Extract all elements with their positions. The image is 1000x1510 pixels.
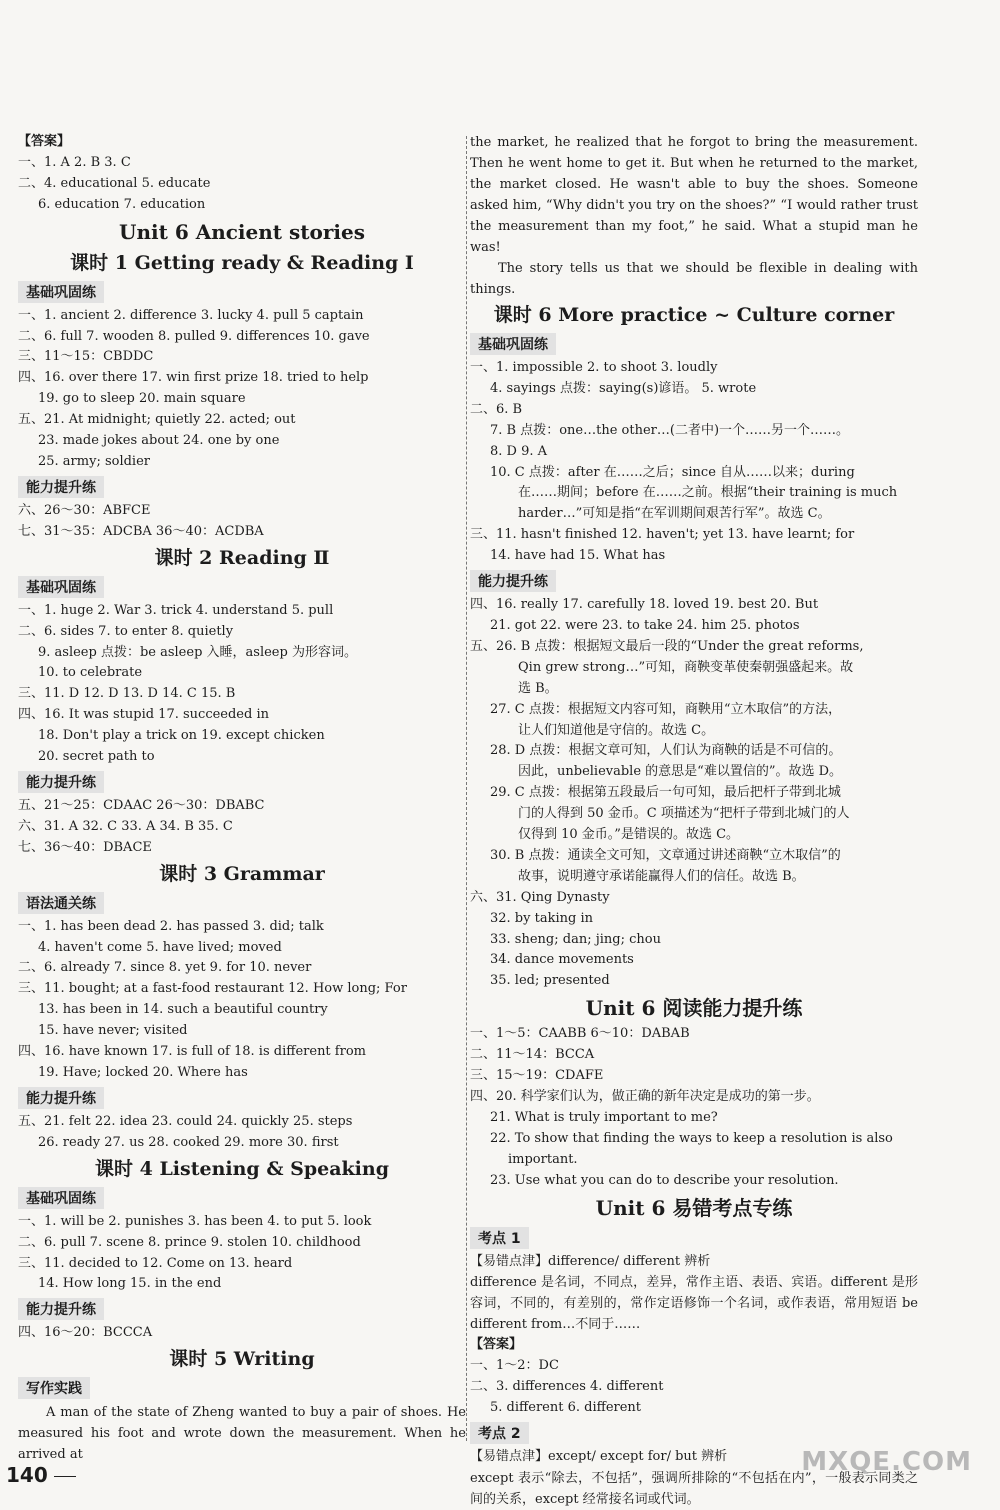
answer-line: 三、15～19：CDAFE [470, 1068, 604, 1084]
answer-line: 五、26. B 点拨：根据短文最后一段的“Under the great reforms, [470, 638, 864, 654]
section-label: 基础巩固练 [470, 333, 556, 355]
answer-line: 5. different 6. different [490, 1400, 642, 1416]
answer-line: 六、26～30：ABFCE [18, 502, 151, 518]
answer-line: 29. C 点拨：根据第五段最后一句可知，最后把杆子带到北城 [490, 785, 841, 801]
page-number: 140 [6, 1463, 48, 1487]
right-column [470, 132, 918, 1510]
section-label: 考点 1 [470, 1227, 529, 1249]
answer-line: 【易错点津】difference/ different 辨析 [470, 1253, 711, 1269]
paragraph: A man of the state of Zheng wanted to buy a pair of shoes. He measured his foot and wrote down the measurement. When he arrived at [18, 1405, 466, 1463]
answer-line: 五、21. felt 22. idea 23. could 24. quickly 25. steps [18, 1113, 353, 1129]
answer-line: 五、21. At midnight; quietly 22. acted; out [18, 412, 296, 428]
answer-line: 四、16～20：BCCCA [18, 1325, 153, 1341]
answer-line: 一、1. has been dead 2. has passed 3. did; talk [18, 918, 324, 934]
answer-line: 19. go to sleep 20. main square [38, 391, 246, 407]
answer-line: 23. Use what you can do to describe your resolution. [490, 1172, 839, 1188]
answer-line: 14. How long 15. in the end [38, 1276, 222, 1292]
section-label: 能力提升练 [18, 1087, 104, 1109]
answer-label: 【答案】 [18, 134, 71, 149]
paragraph: the market, he realized that he forgot to bring the measurement. Then he went home to get it. But when he returned to the market, the market closed. He wasn't able to buy the shoes. Someone asked him, “Why didn't you try on the shoes?” “I would rather trust the measurement than my foot,” he said. What a stupid man he was! [470, 135, 918, 255]
answer-line: 四、16. It was stupid 17. succeeded in [18, 707, 269, 723]
answer-line: 在……期间；before 在……之前。根据“their training is much [518, 485, 898, 501]
answer-line: 七、31～35：ADCBA 36～40：ACDBA [18, 523, 264, 539]
answer-line: 13. has been in 14. such a beautiful country [38, 1002, 328, 1018]
answer-line: 二、6. full 7. wooden 8. pulled 9. differences 10. gave [18, 328, 370, 344]
section-label: 基础巩固练 [18, 281, 104, 303]
answer-line: 七、36～40：DBACE [18, 839, 152, 855]
answer-line: 10. to celebrate [38, 665, 143, 681]
answer-line: harder…”可知是指“在军训期间艰苦行军”。故选 C。 [518, 506, 831, 522]
answer-line: 18. Don't play a trick on 19. except chicken [38, 728, 325, 744]
answer-line: 六、31. A 32. C 33. A 34. B 35. C [18, 818, 233, 834]
paragraph: except 表示“除去，不包括”，强调所排除的“不包括在内”，一般表示同类之间的关系，except 经常接名词或代词。 [470, 1470, 918, 1507]
answer-line: 一、1. will be 2. punishes 3. has been 4. to put 5. look [18, 1213, 372, 1229]
section-label: 基础巩固练 [18, 1187, 104, 1209]
answer-line: 仅得到 10 金币。”是错误的。故选 C。 [518, 827, 740, 843]
answer-label: 【答案】 [470, 1337, 523, 1353]
answer-line: 二、6. already 7. since 8. yet 9. for 10. never [18, 960, 312, 976]
lesson-title: 课时 3 Grammar [159, 862, 325, 885]
unit-title: Unit 6 阅读能力提升练 [585, 996, 803, 1021]
answer-line: 15. have never; visited [38, 1023, 188, 1039]
answer-line: 四、16. really 17. carefully 18. loved 19. best 20. But [470, 597, 819, 613]
answer-line: 四、20. 科学家们认为，做正确的新年决定是成功的第一步。 [470, 1089, 820, 1104]
answer-line: 让人们知道他是守信的。故选 C。 [518, 722, 715, 738]
answer-line: 20. secret path to [38, 749, 155, 765]
answer-line: 一、1. ancient 2. difference 3. lucky 4. pull 5 captain [18, 307, 364, 323]
lesson-title: 课时 5 Writing [169, 1348, 315, 1371]
section-label: 能力提升练 [18, 476, 104, 498]
answer-line: 7. B 点拨：one…the other…(二者中)一个……另一个……。 [490, 422, 850, 438]
answer-line: 25. army; soldier [38, 453, 150, 469]
answer-line: 6. education 7. education [38, 196, 206, 212]
answer-line: 14. have had 15. What has [490, 548, 666, 564]
answer-line: 三、11. hasn't finished 12. haven't; yet 13. have learnt; for [470, 527, 855, 543]
answer-line: 32. by taking in [490, 910, 593, 926]
answer-line: 三、11. decided to 12. Come on 13. heard [18, 1255, 293, 1271]
answer-line: 选 B。 [518, 680, 558, 696]
paragraph: difference 是名词，不同点，差异，常作主语、表语、宾语。different 是形容词，不同的，有差别的，常作定语修饰一个名词，或作表语，常用短语 be different from…不同于…… [470, 1275, 918, 1333]
lesson-title: 课时 1 Getting ready & Reading Ⅰ [70, 251, 414, 274]
answer-line: 一、1～5：CAABB 6～10：DABAB [470, 1026, 690, 1042]
answer-line: 三、11. D 12. D 13. D 14. C 15. B [18, 686, 236, 702]
lesson-title: 课时 2 Reading Ⅱ [154, 546, 330, 569]
answer-line: 19. Have; locked 20. Where has [38, 1065, 248, 1080]
watermark: MXQE.COM [801, 1447, 972, 1477]
answer-line: 21. got 22. were 23. to take 24. him 25. photos [490, 617, 800, 633]
answer-line: 三、11. bought; at a fast-food restaurant 12. How long; For [18, 981, 407, 997]
answer-line: 二、4. educational 5. educate [18, 175, 211, 191]
answer-line: 27. C 点拨：根据短文内容可知，商鞅用“立木取信”的方法， [490, 701, 842, 717]
answer-line: 4. haven't come 5. have lived; moved [38, 939, 282, 955]
answer-line: important. [508, 1151, 578, 1167]
unit-title: Unit 6 易错考点专练 [595, 1195, 793, 1220]
answer-line: 10. C 点拨：after 在……之后；since 自从……以来；during [490, 464, 855, 480]
answer-line: 28. D 点拨：根据文章可知，人们认为商鞅的话是不可信的。 [490, 743, 842, 759]
answer-line: 21. What is truly important to me? [490, 1109, 718, 1125]
answer-line: 一、1. huge 2. War 3. trick 4. understand 5. pull [18, 602, 334, 618]
unit-title: Unit 6 Ancient stories [119, 219, 365, 244]
answer-line: 【易错点津】except/ except for/ but 辨析 [470, 1449, 728, 1465]
answer-line: 26. ready 27. us 28. cooked 29. more 30. first [38, 1134, 339, 1150]
page-number-rule [54, 1476, 76, 1477]
section-label: 能力提升练 [18, 771, 104, 793]
answer-line: 4. sayings 点拨：saying(s)谚语。 5. wrote [490, 380, 757, 396]
answer-line: 30. B 点拨：通读全文可知，文章通过讲述商鞅“立木取信”的 [490, 847, 841, 863]
lesson-title: 课时 4 Listening & Speaking [95, 1157, 389, 1180]
answer-line: 二、6. sides 7. to enter 8. quietly [18, 623, 234, 639]
left-column [18, 132, 466, 1465]
answer-line: 一、1. impossible 2. to shoot 3. loudly [470, 360, 718, 375]
answer-line: 8. D 9. A [490, 443, 548, 459]
answer-line: 23. made jokes about 24. one by one [38, 433, 280, 449]
section-label: 能力提升练 [470, 570, 556, 592]
answer-line: 六、31. Qing Dynasty [470, 889, 610, 905]
column-divider [466, 136, 467, 1441]
answer-line: Qin grew strong…”可知，商鞅变革使秦朝强盛起来。故 [518, 659, 854, 675]
answer-line: 四、16. over there 17. win first prize 18. tried to help [18, 370, 369, 386]
answer-line: 33. sheng; dan; jing; chou [490, 931, 661, 947]
answer-line: 五、21～25：CDAAC 26～30：DBABC [18, 797, 265, 813]
answer-line: 22. To show that finding the ways to keep a resolution is also [490, 1130, 893, 1146]
answer-line: 四、16. have known 17. is full of 18. is different from [18, 1044, 366, 1060]
answer-line: 故事，说明遵守承诺能赢得人们的信任。故选 B。 [518, 868, 805, 884]
answer-line: 34. dance movements [490, 952, 634, 968]
section-label: 考点 2 [470, 1422, 529, 1444]
section-label: 基础巩固练 [18, 576, 104, 598]
answer-line: 35. led; presented [490, 973, 610, 989]
answer-line: 二、6. B [470, 401, 523, 417]
answer-line: 三、11～15：CBDDC [18, 349, 154, 365]
answer-line: 二、11～14：BCCA [470, 1047, 595, 1063]
section-label: 能力提升练 [18, 1298, 104, 1320]
answer-line: 因此，unbelievable 的意思是“难以置信的”。故选 D。 [518, 764, 843, 780]
lesson-title: 课时 6 More practice ~ Culture corner [493, 304, 895, 326]
section-label: 语法通关练 [18, 892, 104, 914]
answer-line: 一、1～2：DC [470, 1358, 559, 1374]
answer-line: 二、3. differences 4. different [470, 1379, 664, 1395]
answer-line: 一、1. A 2. B 3. C [18, 154, 131, 170]
answer-line: 门的人得到 50 金币。C 项描述为“把杆子带到北城门的人 [518, 806, 850, 822]
section-label: 写作实践 [18, 1377, 90, 1399]
answer-line: 9. asleep 点拨：be asleep 入睡，asleep 为形容词。 [38, 644, 357, 660]
paragraph: The story tells us that we should be flexible in dealing with things. [470, 261, 918, 297]
answer-line: 二、6. pull 7. scene 8. prince 9. stolen 10. childhood [18, 1234, 361, 1250]
